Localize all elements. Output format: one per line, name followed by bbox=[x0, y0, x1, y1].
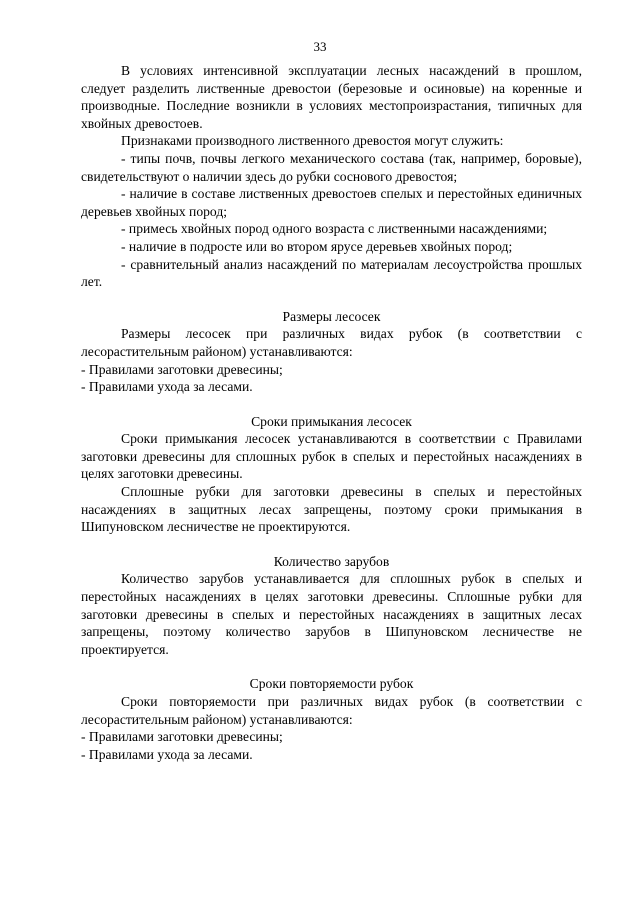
cut-count-section bbox=[81, 553, 582, 659]
list-item: - Правилами заготовки древесины; bbox=[81, 729, 283, 745]
section-heading: Сроки повторяемости рубок bbox=[249, 676, 414, 692]
list-item: - сравнительный анализ насаждений по материалам лесоустройства прошлых лет. bbox=[81, 256, 582, 290]
cutting-area-size-section bbox=[81, 308, 582, 396]
list-item: - Правилами заготовки древесины; bbox=[81, 361, 283, 377]
document-body bbox=[81, 62, 582, 763]
signs-intro-paragraph: Признаками производного лиственного древостоя могут служить: bbox=[121, 133, 504, 149]
section-paragraph: Количество зарубов устанавливается для сплошных рубок в спелых и перестойных насаждениях в целях заготовки древесины. Сплошные рубки для заготовки древесины в спелых и перестойных насаждениях в защитных лесах запрещены, поэтому количество зарубов в Шипуновском лесничестве не проектируется. bbox=[81, 571, 582, 657]
intro-section bbox=[81, 62, 582, 291]
intro-paragraph: В условиях интенсивной эксплуатации лесных насаждений в прошлом, следует разделить лиственные древостои (березовые и осиновые) на коренные и производные. Последние возникли в условиях местопроизрастания, типичных для хвойных древостоев. bbox=[81, 63, 582, 131]
page-number: 33 bbox=[313, 39, 327, 54]
list-item: - примесь хвойных пород одного возраста с лиственными насаждениями; bbox=[121, 221, 548, 237]
list-item: - наличие в подросте или во втором ярусе деревьев хвойных пород; bbox=[121, 238, 513, 254]
section-paragraph: Сплошные рубки для заготовки древесины в спелых и перестойных насаждениях в защитных лесах запрещены, поэтому сроки примыкания в Шипуновском лесничестве не проектируются. bbox=[81, 484, 582, 535]
section-paragraph: Сроки повторяемости при различных видах рубок (в соответствии с лесорастительным районом) устанавливаются: bbox=[81, 694, 582, 727]
section-paragraph: Размеры лесосек при различных видах рубок (в соответствии с лесорастительным районом) устанавливаются: bbox=[81, 326, 582, 359]
section-heading: Количество зарубов bbox=[273, 553, 390, 569]
list-item: - наличие в составе лиственных древостоев спелых и перестойных единичных деревьев хвойных пород; bbox=[81, 186, 582, 219]
list-item: - Правилами ухода за лесами. bbox=[81, 379, 253, 395]
section-heading: Сроки примыкания лесосек bbox=[251, 413, 412, 429]
adjacency-terms-section bbox=[81, 413, 582, 536]
list-item: - Правилами ухода за лесами. bbox=[81, 746, 253, 762]
section-heading: Размеры лесосек bbox=[282, 308, 381, 324]
section-paragraph: Сроки примыкания лесосек устанавливаются в соответствии с Правилами заготовки древесины для сплошных рубок в спелых и перестойных насаждениях в целях заготовки древесины. bbox=[81, 431, 582, 482]
repeat-terms-section bbox=[81, 675, 582, 763]
list-item: - типы почв, почвы легкого механического состава (так, например, боровые), свидетельствуют о наличии здесь до рубки соснового древостоя; bbox=[81, 150, 582, 184]
